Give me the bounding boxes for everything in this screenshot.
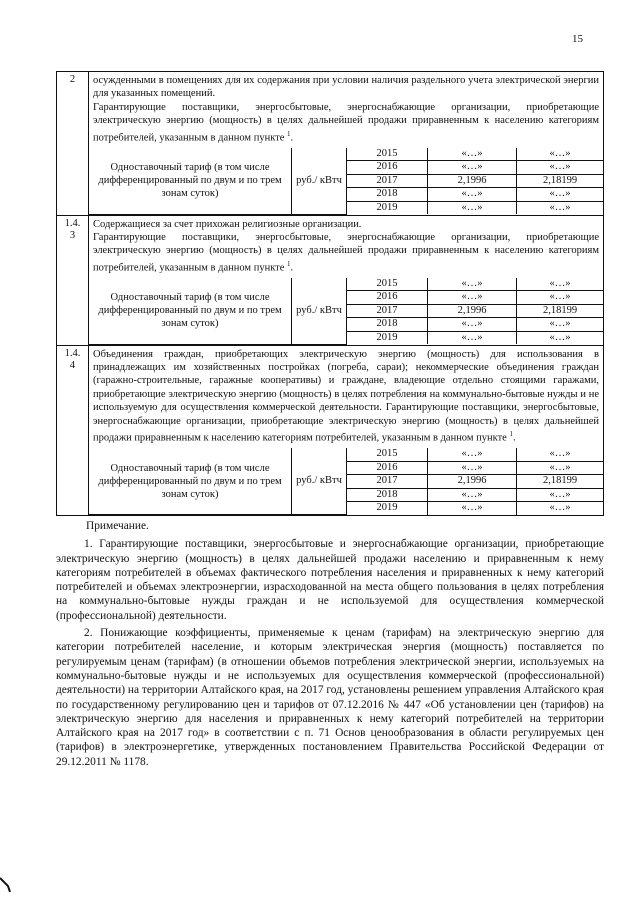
tariff-table	[89, 278, 603, 345]
notes-title: Примечание.	[86, 520, 149, 532]
tariff-year: 2018	[347, 318, 428, 332]
note-item-1: 1. Гарантирующие поставщики, энергосбытовые и энергоснабжающие организации, приобретающие электрическую энергию (мощность) в целях дальнейшей продажи населению и приравненным к нему категориям потребителей в объемах фактического потребления населения и приравненных к нему категорий потребителей и объемах электроэнергии, израсходованной на места общего пользования в целях потребления на коммунально-бытовые нужды граждан и не используемой для осуществления коммерческой (профессиональной) деятельности.	[56, 538, 604, 622]
footnote-marker: 1	[509, 430, 513, 439]
tariff-row	[89, 278, 603, 291]
description-paragraph	[93, 101, 599, 145]
corner-mark-icon	[0, 876, 14, 892]
tariff-year: 2015	[347, 448, 428, 461]
row-content	[89, 215, 604, 345]
tariff-value-2: 2,18199	[517, 174, 604, 188]
tariff-value-1: «…»	[428, 488, 517, 502]
tariff-value-2: «…»	[517, 502, 604, 515]
description-paragraph	[93, 74, 599, 101]
tariff-value-1: «…»	[428, 291, 517, 305]
sentence-end: .	[512, 432, 516, 444]
description-text: Гарантирующие поставщики, энергосбытовые, энергоснабжающие организации, приобретающие электрическую энергию (мощность) в целях дальнейшей продажи приравненным к населению категориям потребителей, указанным в данном пункте	[93, 231, 599, 274]
tariff-value-1: 2,1996	[428, 174, 517, 188]
tariff-unit: руб./ кВтч	[292, 148, 347, 215]
tariff-value-1: «…»	[428, 161, 517, 175]
description-text: Содержащиеся за счет прихожан религиозные организации.	[93, 218, 362, 230]
table-row	[57, 72, 604, 216]
tariff-label: Одноставочный тариф (в том числе дифференцированный по двум и по трем зонам суток)	[89, 448, 292, 515]
tariff-year: 2018	[347, 488, 428, 502]
tariff-unit: руб./ кВтч	[292, 278, 347, 345]
tariff-value-2: «…»	[517, 448, 604, 461]
description-paragraph	[93, 218, 599, 231]
tariff-year: 2019	[347, 201, 428, 214]
tariff-value-2: «…»	[517, 201, 604, 214]
tariff-row	[89, 148, 603, 161]
tariff-year: 2017	[347, 174, 428, 188]
tariff-year: 2016	[347, 461, 428, 475]
tariff-value-1: «…»	[428, 148, 517, 161]
row-number: 1.4. 3	[57, 215, 89, 345]
tariff-value-2: «…»	[517, 461, 604, 475]
tariff-value-2: 2,18199	[517, 304, 604, 318]
notes-section	[56, 519, 604, 769]
tariff-year: 2016	[347, 291, 428, 305]
tariff-value-2: «…»	[517, 291, 604, 305]
tariff-value-2: «…»	[517, 488, 604, 502]
tariff-value-2: «…»	[517, 188, 604, 202]
tariff-year: 2015	[347, 278, 428, 291]
tariff-value-2: «…»	[517, 331, 604, 344]
tariff-value-2: «…»	[517, 278, 604, 291]
tariff-year: 2016	[347, 161, 428, 175]
tariff-year: 2017	[347, 304, 428, 318]
tariff-unit: руб./ кВтч	[292, 448, 347, 515]
row-number: 2	[57, 72, 89, 216]
tariff-value-1: «…»	[428, 448, 517, 461]
tariff-value-1: «…»	[428, 278, 517, 291]
tariff-value-1: «…»	[428, 331, 517, 344]
tariff-year: 2019	[347, 502, 428, 515]
row-description	[89, 346, 603, 445]
tariff-value-1: «…»	[428, 461, 517, 475]
note-item-2: 2. Понижающие коэффициенты, применяемые к ценам (тарифам) на электрическую энергию для категории потребителей население, и которым электрическая энергия (мощность) поставляется по регулируемым ценам (тарифам) (в отношении объемов потребления электрической энергии, используемых на коммунально-бытовые нужды и не используемых для осуществления коммерческой (профессиональной) деятельности) на территории Алтайского края, на 2017 год, установлены решением управления Алтайского края по государственному регулированию цен и тарифов от 07.12.2016 № 447 «Об установлении цен (тарифов) на электрическую энергию для населения и приравненных к нему категорий потребителей на территории Алтайского края на 2017 год» в соответствии с п. 71 Основ ценообразования в области регулируемых цен (тарифов) в электроэнергетике, утвержденных постановлением Правительства Российской Федерации от 29.12.2011 № 1178.	[56, 627, 604, 768]
tariff-value-1: «…»	[428, 318, 517, 332]
tariff-year: 2019	[347, 331, 428, 344]
tariff-year: 2017	[347, 475, 428, 489]
tariff-value-2: «…»	[517, 148, 604, 161]
footnote-marker: 1	[287, 129, 291, 138]
row-content	[89, 345, 604, 515]
tariff-value-2: «…»	[517, 318, 604, 332]
sentence-end: .	[290, 132, 294, 144]
page-number: 15	[572, 33, 583, 45]
description-text: осужденными в помещениях для их содержания при условии наличия раздельного учета электрической энергии для указанных помещений.	[93, 75, 599, 100]
description-paragraph	[93, 231, 599, 275]
tariff-table	[89, 448, 603, 515]
description-text: Объединения граждан, приобретающих электрическую энергию (мощность) для использования в принадлежащих им хозяйственных постройках (погреба, сараи); некоммерческие объединения граждан (гаражно-строительные, гаражные кооперативы) и граждане, владеющие отдельно стоящими гаражами, приобретающие электрическую энергию (мощность) в целях потребления на коммунально-бытовые нужды и не используемую для осуществления коммерческой деятельности. Гарантирующие поставщики, энергосбытовые, энергоснабжающие организации, приобретающие электрическую энергию (мощность) в целях дальнейшей продажи приравненным к населению категориям потребителей, указанным в данном пункте	[93, 348, 599, 444]
tariff-value-2: «…»	[517, 161, 604, 175]
tariff-label: Одноставочный тариф (в том числе дифференцированный по двум и по трем зонам суток)	[89, 148, 292, 215]
tariff-year: 2018	[347, 188, 428, 202]
footnote-marker: 1	[287, 259, 291, 268]
row-description	[89, 216, 603, 275]
tariff-label: Одноставочный тариф (в том числе дифференцированный по двум и по трем зонам суток)	[89, 278, 292, 345]
tariff-value-1: 2,1996	[428, 304, 517, 318]
tariff-table	[89, 148, 603, 215]
row-description	[89, 72, 603, 145]
table-row	[57, 345, 604, 515]
tariff-value-1: «…»	[428, 201, 517, 214]
tariff-row	[89, 448, 603, 461]
sentence-end: .	[290, 262, 294, 274]
tariff-value-1: 2,1996	[428, 475, 517, 489]
tariff-value-1: «…»	[428, 188, 517, 202]
tariff-value-1: «…»	[428, 502, 517, 515]
row-number: 1.4. 4	[57, 345, 89, 515]
row-content	[89, 72, 604, 216]
tariff-value-2: 2,18199	[517, 475, 604, 489]
tariff-year: 2015	[347, 148, 428, 161]
description-paragraph	[93, 348, 599, 445]
table-row	[57, 215, 604, 345]
tariff-document-table	[56, 71, 604, 516]
description-text: Гарантирующие поставщики, энергосбытовые, энергоснабжающие организации, приобретающие электрическую энергию (мощность) в целях дальнейшей продажи приравненным к населению категориям потребителей, указанным в данном пункте	[93, 101, 599, 144]
